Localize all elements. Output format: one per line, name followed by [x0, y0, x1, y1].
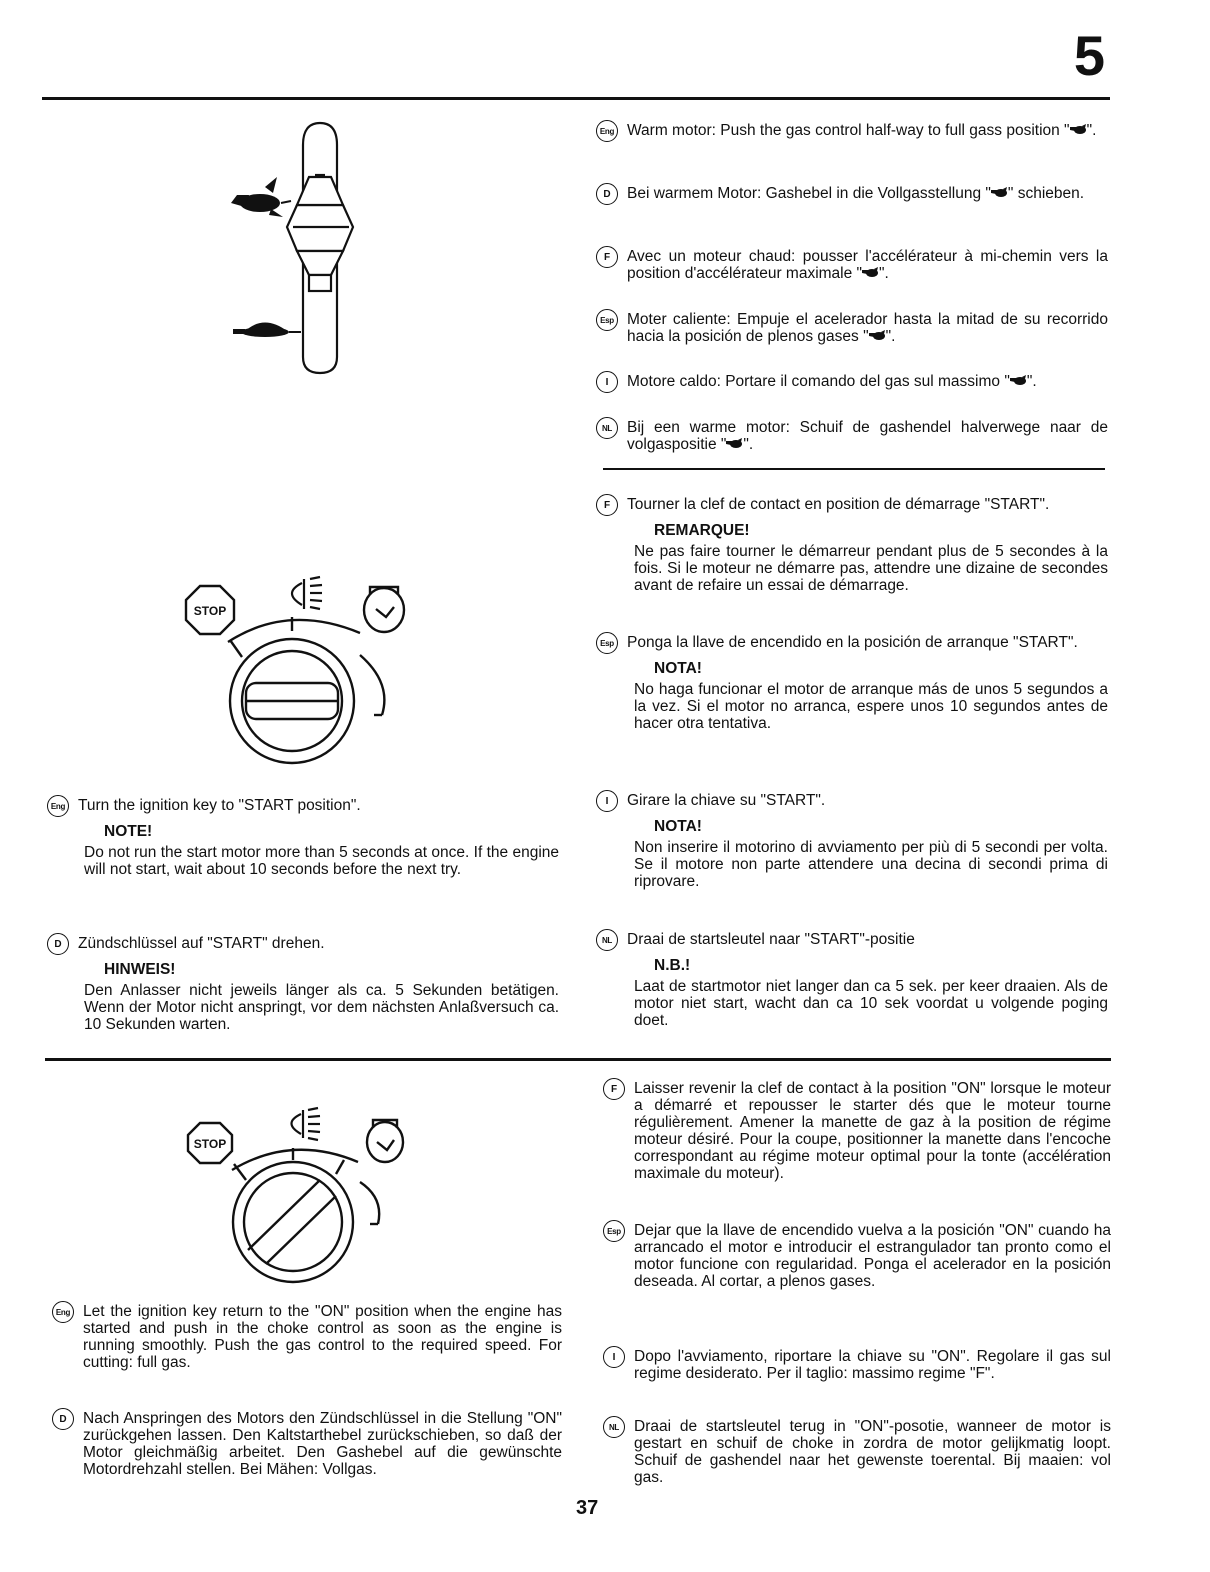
hare-icon — [991, 187, 1008, 199]
start-text: Tourner la clef de contact en position de démarrage "START". — [627, 496, 1050, 513]
note-label: NOTE! — [104, 823, 153, 840]
on-nl — [603, 1418, 1111, 1486]
lang-badge: Eng — [47, 795, 69, 817]
warm-motor-text: Bij een warme motor: Schuif de gashendel halverwege naar de volgaspositie " — [627, 419, 1108, 453]
lang-badge: Eng — [52, 1301, 74, 1323]
lang-badge: NL — [596, 417, 618, 439]
choke-icon-2 — [292, 1108, 321, 1140]
warm-motor-suffix: " schieben. — [1007, 185, 1085, 202]
choke-icon — [292, 577, 322, 609]
lang-badge: I — [596, 371, 618, 393]
tortoise-icon — [233, 322, 289, 337]
on-text: Laisser revenir la clef de contact à la position "ON" lorsque le moteur a démarré et repousser le starter dés que le moteur tourne régulièrement. Amener la manette de gaz à la position de régime moteur désiré. Pour la coupe, positionner la manette dans l'encoche correspondant au régime moteur optimal pour la tonte (accélération maximale du moteur). — [634, 1080, 1111, 1182]
header-rule — [42, 97, 1110, 100]
on-d — [52, 1410, 562, 1478]
start-eng — [47, 797, 559, 878]
lang-badge: NL — [596, 929, 618, 951]
stop-label: STOP — [193, 604, 227, 618]
warm-motor-suffix: ". — [1026, 373, 1037, 390]
note-label: N.B.! — [654, 957, 691, 974]
start-i — [596, 792, 1108, 890]
warm-motor-text: Motore caldo: Portare il comando del gas sul massimo " — [627, 373, 1010, 390]
on-eng — [52, 1303, 562, 1371]
on-text: Dejar que la llave de encendido vuelva a la posición "ON" cuando ha arrancado el motor e introducir el estrangulador tan pronto como el motor funcione con regularidad. Ponga el acelerador en la posición deseada. Al cortar, a plenos gases. — [634, 1222, 1111, 1290]
warm-motor-suffix: ". — [743, 436, 754, 453]
on-text: Draai de startsleutel terug in "ON"-posotie, wanneer de motor is gestart en schuif de choke in zordra de motor gelijkmatig loopt. Schuif de gashendel naar het gewenste toerental. Bij maaien: vol gas. — [634, 1418, 1111, 1486]
hare-icon — [862, 267, 879, 279]
start-text: Zündschlüssel auf "START" drehen. — [78, 935, 325, 952]
warm-motor-text: Warm motor: Push the gas control half-way to full gass position " — [627, 122, 1070, 139]
warm-motor-i — [596, 373, 1116, 393]
lang-badge: F — [596, 246, 618, 268]
start-text: Girare la chiave su "START". — [627, 792, 826, 809]
lang-badge: Esp — [603, 1220, 625, 1242]
hare-icon — [1070, 124, 1087, 136]
note-body: Den Anlasser nicht jeweils länger als ca. 5 Sekunden betätigen. Wenn der Motor nicht anspringt, vor dem nächsten Anlaßversuch ca. 10 Sekunden warten. — [84, 982, 559, 1033]
note-body: No haga funcionar el motor de arranque más de unos 5 segundos a la vez. Si el motor no arranca, espere unos 10 segundos antes de hacer otra tentativa. — [634, 681, 1108, 732]
lang-badge: D — [47, 933, 69, 955]
lang-badge: Esp — [596, 632, 618, 654]
lang-badge: F — [596, 494, 618, 516]
hare-icon — [869, 330, 886, 342]
section-divider-on — [45, 1058, 1111, 1061]
on-esp — [603, 1222, 1111, 1290]
warm-motor-nl — [596, 419, 1108, 453]
warm-motor-text: Avec un moteur chaud: pousser l'accélérateur à mi-chemin vers la position d'accélérateur maximale " — [627, 248, 1108, 282]
stop-label-2: STOP — [193, 1137, 227, 1151]
start-f — [596, 496, 1108, 594]
note-body: Laat de startmotor niet langer dan ca 5 sek. per keer draaien. Als de motor niet start, wacht dan ca 10 sek voordat u volgende poging doet. — [634, 978, 1108, 1029]
note-body: Non inserire il motorino di avviamento per più di 5 secondi per volta. Se il motore non parte attendere una decina di secondi prima di riprovare. — [634, 839, 1108, 890]
hare-icon — [1010, 375, 1027, 387]
warm-motor-suffix: ". — [1086, 122, 1097, 139]
note-body: Ne pas faire tourner le démarreur pendant plus de 5 secondes à la fois. Si le moteur ne démarre pas, attendre une dizaine de secondes avant de refaire un essai de démarrage. — [634, 543, 1108, 594]
start-text: Ponga la llave de encendido en la posición de arranque "START". — [627, 634, 1078, 651]
ignition-on-figure — [180, 1098, 420, 1298]
start-nl — [596, 931, 1108, 1029]
lang-badge: NL — [603, 1416, 625, 1438]
on-f — [603, 1080, 1111, 1182]
lang-badge: I — [603, 1346, 625, 1368]
start-text: Turn the ignition key to "START position". — [78, 797, 361, 814]
note-label: HINWEIS! — [104, 961, 176, 978]
lang-badge: I — [596, 790, 618, 812]
on-text: Nach Anspringen des Motors den Zündschlüssel in die Stellung "ON" zurückgehen lassen. Den Kaltstarthebel zurückschieben, so daß der Motor gleichmäßig arbeitet. Den Gashebel auf die gewünschte Motordrehzahl stellen. Bei Mähen: Vollgas. — [83, 1410, 562, 1478]
lang-badge: Eng — [596, 120, 618, 142]
lang-badge: D — [596, 183, 618, 205]
hare-icon — [231, 177, 283, 217]
on-i — [603, 1348, 1111, 1382]
warm-motor-text: Moter caliente: Empuje el acelerador hasta la mitad de su recorrido hacia la posición de plenos gases " — [627, 311, 1108, 345]
note-label: REMARQUE! — [654, 522, 750, 539]
lang-badge: D — [52, 1408, 74, 1430]
warm-motor-suffix: ". — [879, 265, 889, 282]
start-text: Draai de startsleutel naar "START"-positie — [627, 931, 915, 948]
note-label: NOTA! — [654, 818, 702, 835]
chapter-number: 5 — [1073, 24, 1105, 87]
warm-motor-f — [596, 248, 1108, 282]
note-label: NOTA! — [654, 660, 702, 677]
on-text: Let the ignition key return to the "ON" position when the engine has started and push in the choke control as soon as the engine is running smoothly. Push the gas control to the required speed. For cutting: full gas. — [83, 1303, 562, 1371]
section-divider-warm — [603, 468, 1105, 470]
start-esp — [596, 634, 1108, 732]
warm-motor-d — [596, 185, 1108, 205]
warm-motor-suffix: ". — [885, 328, 896, 345]
warm-motor-eng — [596, 122, 1108, 142]
start-d — [47, 935, 559, 1033]
warm-motor-text: Bei warmem Motor: Gashebel in die Vollgasstellung " — [627, 185, 991, 202]
note-body: Do not run the start motor more than 5 seconds at once. If the engine will not start, wait about 10 seconds before the next try. — [84, 844, 559, 878]
warm-motor-esp — [596, 311, 1108, 345]
lang-badge: Esp — [596, 309, 618, 331]
lang-badge: F — [603, 1078, 625, 1100]
throttle-lever-figure — [225, 115, 385, 380]
ignition-start-figure — [170, 565, 420, 825]
page-number: 37 — [576, 1497, 599, 1519]
on-text: Dopo l'avviamento, riportare la chiave su "ON". Regolare il gas sul regime desiderato. Per il taglio: massimo regime "F". — [634, 1348, 1111, 1382]
hare-icon — [726, 438, 743, 450]
